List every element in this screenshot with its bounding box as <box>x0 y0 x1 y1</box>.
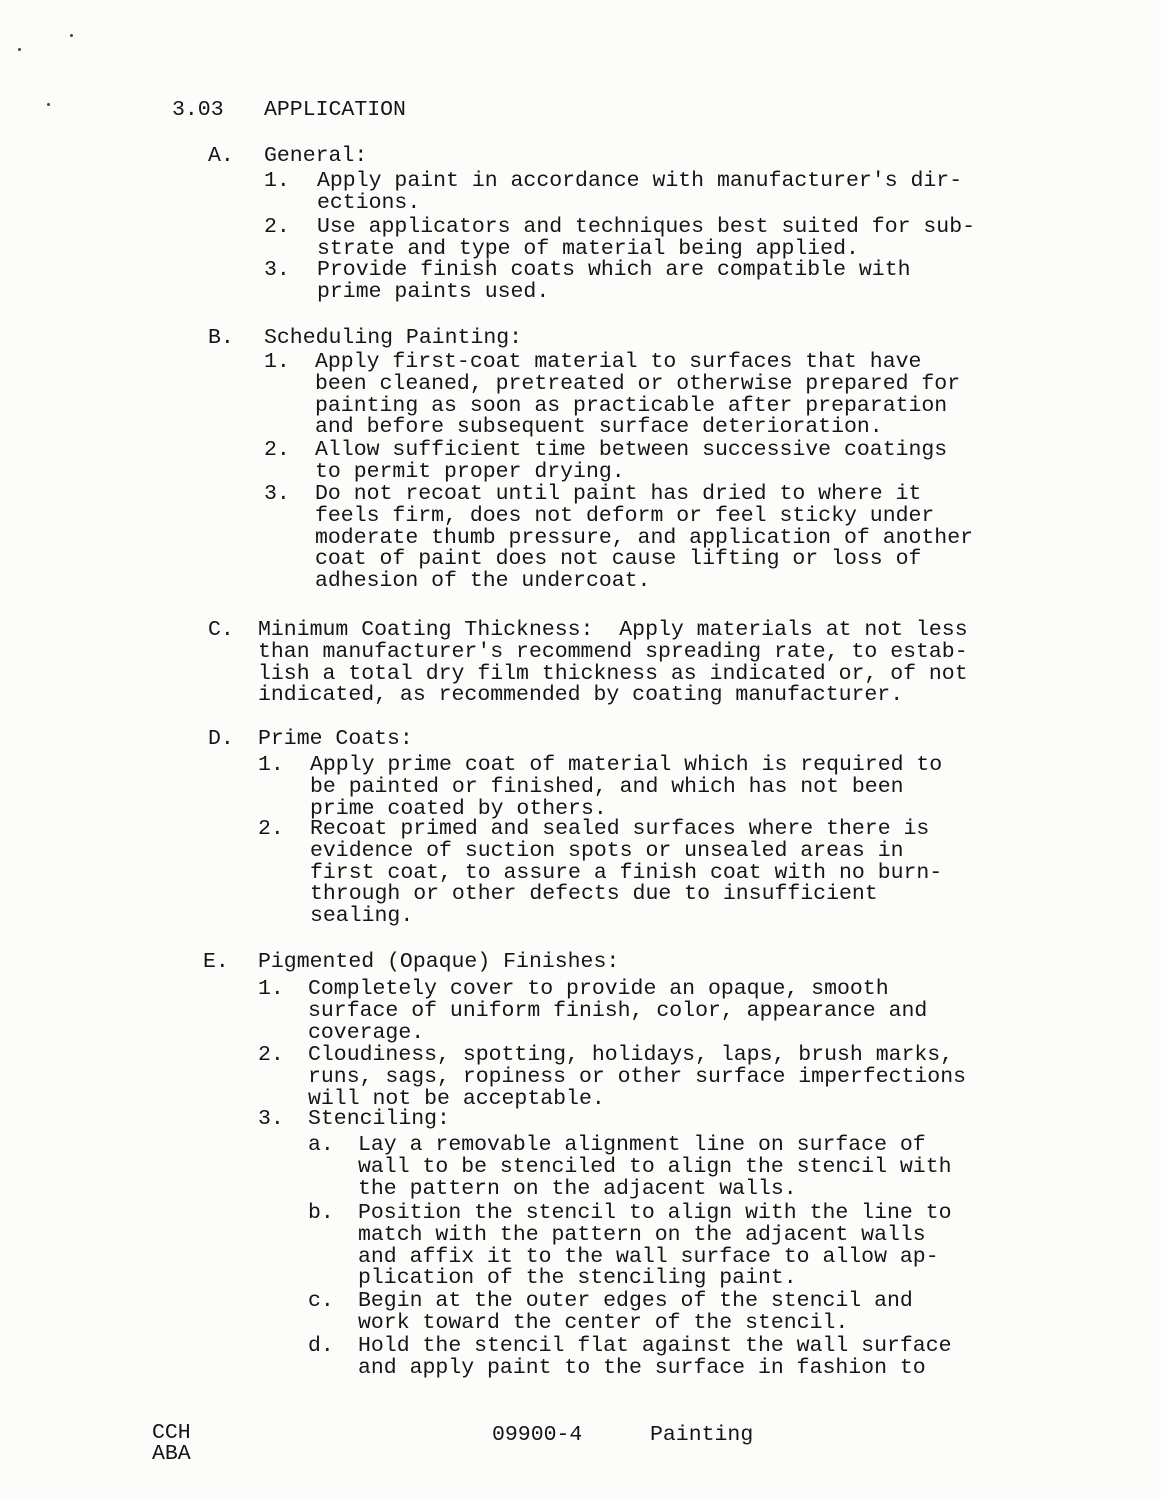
section-label: A. <box>208 144 234 168</box>
text-line: coverage. <box>308 1020 425 1045</box>
item-number: 1. <box>264 169 290 193</box>
scan-speck <box>47 103 50 106</box>
item-number: 1. <box>264 350 290 374</box>
text-line: Apply first-coat material to surfaces that have <box>315 350 922 374</box>
list-item <box>308 979 927 1044</box>
text-line: Recoat primed and sealed surfaces where there is <box>310 817 930 841</box>
sub-list-item <box>358 1336 952 1380</box>
scan-speck <box>18 48 21 51</box>
text-line: match with the pattern on the adjacent walls <box>358 1222 926 1247</box>
text-line: Apply prime coat of material which is required to <box>310 753 943 777</box>
text-line: Completely cover to provide an opaque, smooth <box>308 977 889 1001</box>
item-number: 3. <box>264 482 290 506</box>
text-line: prime paints used. <box>317 279 550 304</box>
text-line: Begin at the outer edges of the stencil and <box>358 1289 913 1313</box>
footer-page-number: 09900-4 <box>492 1423 583 1447</box>
section-label: E. <box>203 950 229 974</box>
text-line: evidence of suction spots or unsealed areas in <box>310 838 904 863</box>
text-line: been cleaned, pretreated or otherwise prepared for <box>315 371 961 396</box>
footer-org-line2: ABA <box>152 1442 191 1466</box>
text-line: indicated, as recommended by coating manufacturer. <box>258 683 904 708</box>
section-number: 3.03 <box>172 98 224 122</box>
text-line: than manufacturer's recommend spreading rate, to estab- <box>258 639 968 664</box>
text-line: prime coated by others. <box>310 796 607 821</box>
text-line: Stenciling: <box>308 1107 450 1131</box>
text-line: feels firm, does not deform or feel sticky under <box>315 503 935 528</box>
sub-list-item <box>358 1291 913 1335</box>
item-number: 2. <box>258 1043 284 1067</box>
text-line: be painted or finished, and which has not been <box>310 774 904 799</box>
text-line: runs, sags, ropiness or other surface imperfections <box>308 1064 967 1089</box>
item-number: 3. <box>258 1107 284 1131</box>
text-line: to permit proper drying. <box>315 459 625 484</box>
text-line: Apply paint in accordance with manufacturer's dir- <box>317 169 963 193</box>
list-item <box>315 352 960 439</box>
list-item <box>308 1109 450 1131</box>
scan-speck <box>70 34 73 37</box>
text-line: Minimum Coating Thickness: Apply materials at not less <box>258 618 968 642</box>
section-heading <box>264 328 522 350</box>
text-line: wall to be stenciled to align the stencil with <box>358 1154 952 1179</box>
list-item <box>317 217 975 261</box>
list-item <box>310 819 942 928</box>
text-line: Use applicators and techniques best suited for sub- <box>317 215 976 239</box>
list-item <box>317 171 962 215</box>
text-line: Position the stencil to align with the line to <box>358 1201 952 1225</box>
section-label: C. <box>208 618 234 642</box>
subitem-letter: b. <box>308 1201 334 1225</box>
text-line: through or other defects due to insufficient <box>310 882 878 907</box>
text-line: coat of paint does not cause lifting or loss of <box>315 547 922 572</box>
list-item <box>308 1045 966 1110</box>
section-heading <box>258 729 413 751</box>
text-line: and before subsequent surface deterioration. <box>315 415 883 440</box>
text-line: Allow sufficient time between successive coatings <box>315 438 948 462</box>
text-line: strate and type of material being applied. <box>317 236 859 261</box>
text-line: adhesion of the undercoat. <box>315 569 651 594</box>
text-line: Scheduling Painting: <box>264 326 523 350</box>
list-item <box>315 440 947 484</box>
text-line: and affix it to the wall surface to allow ap- <box>358 1244 939 1269</box>
text-line: lish a total dry film thickness as indicated or, of not <box>258 661 968 686</box>
text-line: surface of uniform finish, color, appearance and <box>308 998 928 1023</box>
text-line: will not be acceptable. <box>308 1086 605 1111</box>
item-number: 1. <box>258 753 284 777</box>
text-line: sealing. <box>310 904 414 929</box>
item-number: 2. <box>264 438 290 462</box>
text-line: first coat, to assure a finish coat with no burn- <box>310 860 943 885</box>
text-line: Lay a removable alignment line on surface of <box>358 1133 926 1157</box>
text-line: Cloudiness, spotting, holidays, laps, brush marks, <box>308 1043 954 1067</box>
section-label: D. <box>208 727 234 751</box>
text-line: moderate thumb pressure, and application of another <box>315 525 974 550</box>
section-title: APPLICATION <box>264 98 406 122</box>
text-line: Do not recoat until paint has dried to where it <box>315 482 922 506</box>
text-line: Prime Coats: <box>258 727 413 751</box>
text-line: the pattern on the adjacent walls. <box>358 1176 797 1201</box>
section-heading <box>258 952 619 974</box>
list-item <box>310 755 942 820</box>
subitem-letter: a. <box>308 1133 334 1157</box>
section-label: B. <box>208 326 234 350</box>
footer-section-name: Painting <box>650 1423 754 1447</box>
footer-org-line1: CCH <box>152 1421 191 1445</box>
section-heading <box>264 146 367 168</box>
text-line: and apply paint to the surface in fashion to <box>358 1355 926 1380</box>
item-number: 1. <box>258 977 284 1001</box>
item-number: 2. <box>264 215 290 239</box>
list-item <box>317 260 911 304</box>
item-number: 3. <box>264 258 290 282</box>
text-line: Hold the stencil flat against the wall surface <box>358 1334 952 1358</box>
text-line: painting as soon as practicable after preparation <box>315 393 948 418</box>
subitem-letter: d. <box>308 1334 334 1358</box>
section-heading <box>258 620 968 707</box>
list-item <box>315 484 973 593</box>
text-line: Pigmented (Opaque) Finishes: <box>258 950 620 974</box>
subitem-letter: c. <box>308 1289 334 1313</box>
text-line: ections. <box>317 190 421 215</box>
sub-list-item <box>358 1135 952 1200</box>
text-line: Provide finish coats which are compatible with <box>317 258 911 282</box>
text-line: work toward the center of the stencil. <box>358 1310 849 1335</box>
item-number: 2. <box>258 817 284 841</box>
text-line: plication of the stenciling paint. <box>358 1266 797 1291</box>
text-line: General: <box>264 144 368 168</box>
sub-list-item <box>358 1203 952 1290</box>
